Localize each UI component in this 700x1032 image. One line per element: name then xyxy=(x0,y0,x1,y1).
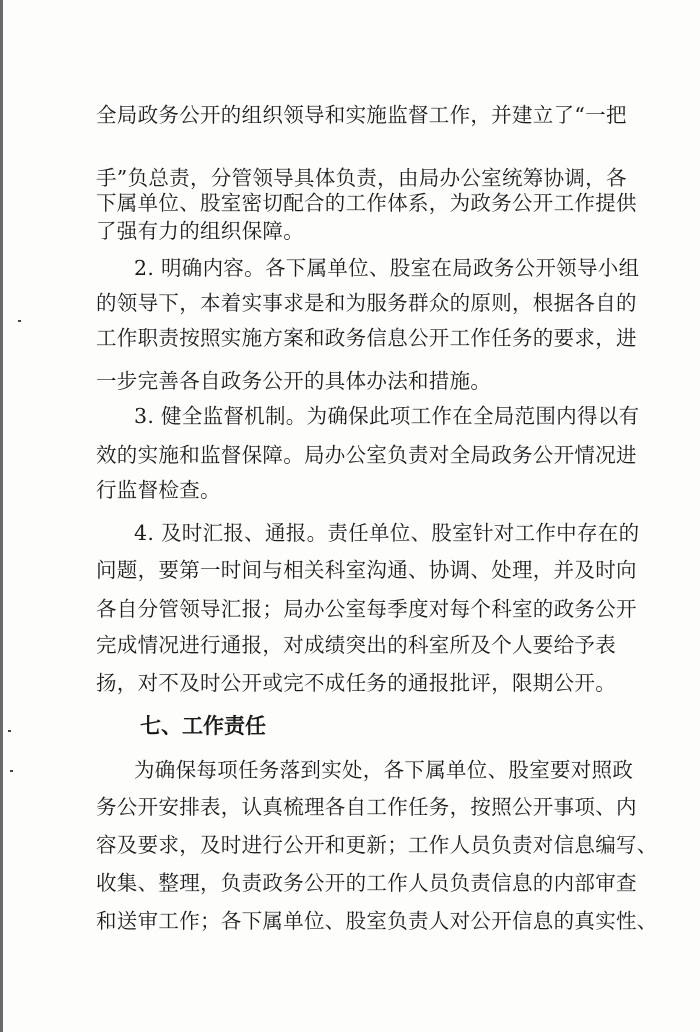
text-line: 全局政务公开的组织领导和实施监督工作，并建立了“一把 xyxy=(96,103,627,127)
text-line: 容及要求，及时进行公开和更新；工作人员负责对信息编写、 xyxy=(96,833,658,857)
text-line: 3. 健全监督机制。为确保此项工作在全局范围内得以有 xyxy=(134,404,640,428)
text-line: 扬，对不及时公开或完不成任务的通报批评，限期公开。 xyxy=(96,671,616,695)
text-line: 的领导下，本着实事求是和为服务群众的原则，根据各自的 xyxy=(96,291,637,315)
text-line: 问题，要第一时间与相关科室沟通、协调、处理，并及时向 xyxy=(96,558,637,582)
section-heading: 七、工作责任 xyxy=(140,714,266,738)
text-line: 为确保每项任务落到实处，各下属单位、股室要对照政 xyxy=(134,758,634,782)
text-line: 收集、整理，负责政务公开的工作人员负责信息的内部审查 xyxy=(96,871,637,895)
text-line: 行监督检查。 xyxy=(96,478,221,502)
text-line: 手”负总责，分管领导具体负责，由局办公室统筹协调，各 xyxy=(96,166,627,190)
scan-edge xyxy=(0,0,3,1032)
text-line: 效的实施和监督保障。局办公室负责对全局政务公开情况进 xyxy=(96,443,637,467)
text-line: 各自分管领导汇报；局办公室每季度对每个科室的政务公开 xyxy=(96,597,637,621)
text-line: 务公开安排表，认真梳理各自工作任务，按照公开事项、内 xyxy=(96,795,637,819)
scan-speck xyxy=(8,730,11,732)
text-line: 和送审工作；各下属单位、股室负责人对公开信息的真实性、 xyxy=(96,909,658,933)
text-line: 一步完善各自政务公开的具体办法和措施。 xyxy=(96,369,492,393)
text-line: 完成情况进行通报，对成绩突出的科室所及个人要给予表 xyxy=(96,633,616,657)
text-line: 下属单位、股室密切配合的工作体系，为政务公开工作提供 xyxy=(96,191,637,215)
text-line: 工作职责按照实施方案和政务信息公开工作任务的要求，进 xyxy=(96,326,637,350)
text-line: 2. 明确内容。各下属单位、股室在局政务公开领导小组 xyxy=(134,256,640,280)
scan-speck xyxy=(10,770,13,772)
text-line: 4. 及时汇报、通报。责任单位、股室针对工作中存在的 xyxy=(134,521,640,545)
scan-speck xyxy=(18,320,21,322)
text-line: 了强有力的组织保障。 xyxy=(96,219,304,243)
